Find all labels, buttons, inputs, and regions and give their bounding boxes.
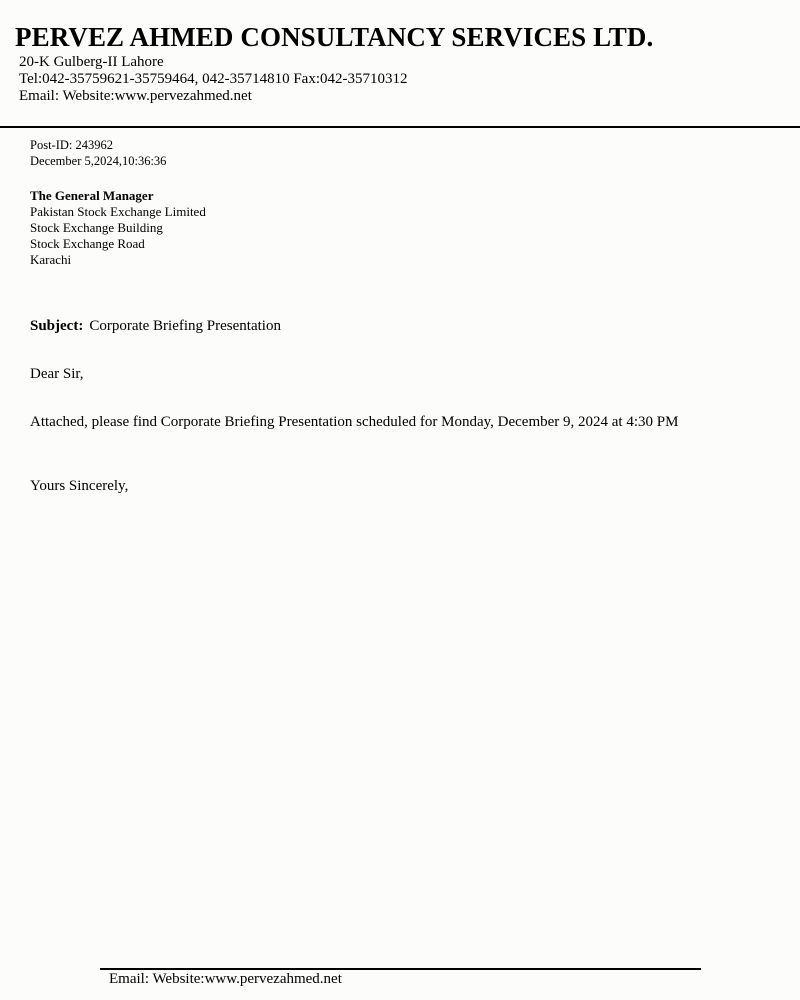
company-email-website: Email: Website:www.pervezahmed.net [19,88,252,104]
subject-label: Subject: [30,318,84,334]
subject-line [30,318,281,335]
recipient-title: The General Manager [30,188,154,203]
footer-email-website: Email: Website:www.pervezahmed.net [109,971,342,987]
recipient-line-4: Karachi [30,252,72,267]
letter-body: Attached, please find Corporate Briefing Presentation scheduled for Monday, December 9, 2024 at 4:30 PM [30,414,679,430]
salutation: Dear Sir, [30,366,84,382]
subject-text: Corporate Briefing Presentation [89,318,281,334]
company-address: 20-K Gulberg-II Lahore [19,54,164,70]
post-id: Post-ID: 243962 [30,138,113,152]
closing: Yours Sincerely, [30,478,129,494]
recipient-line-1: Pakistan Stock Exchange Limited [30,204,206,219]
recipient-block [30,188,206,268]
footer-divider [100,968,701,970]
recipient-line-3: Stock Exchange Road [30,236,145,251]
letterhead [0,0,800,128]
company-name: PERVEZ AHMED CONSULTANCY SERVICES LTD. [15,22,654,52]
recipient-line-2: Stock Exchange Building [30,220,163,235]
post-date: December 5,2024,10:36:36 [30,154,167,168]
company-contact-numbers: Tel:042-35759621-35759464, 042-35714810 Fax:042-35710312 [19,71,408,87]
